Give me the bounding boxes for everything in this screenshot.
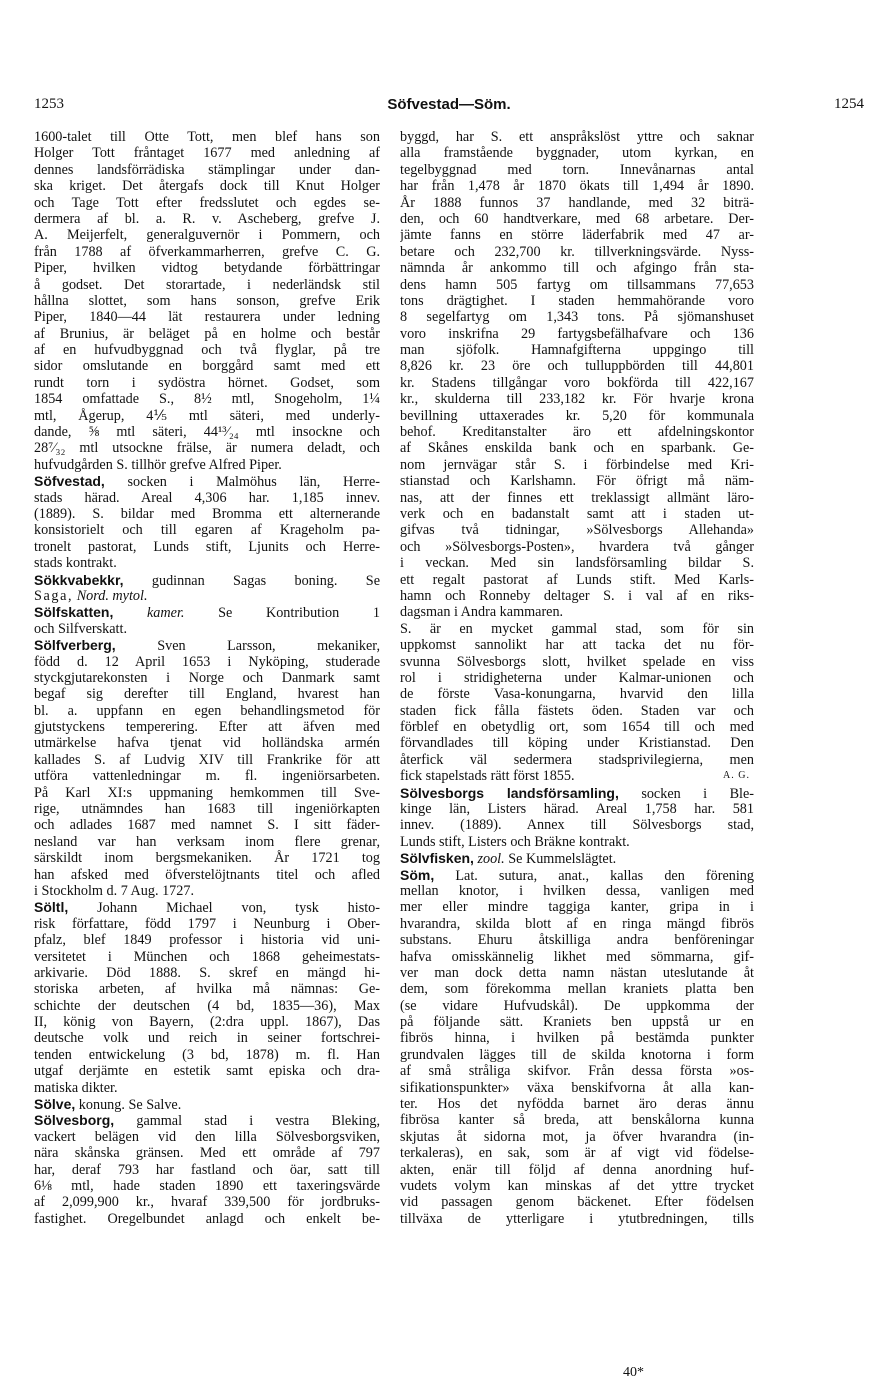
text-line bbox=[400, 129, 754, 145]
text-line bbox=[34, 1162, 380, 1178]
line-text: af en hufvudbyggnad och två flyglar, på tre bbox=[34, 342, 380, 359]
line-text: År 1888 funnos 37 handlande, med 32 biträ- bbox=[400, 194, 754, 211]
text-line bbox=[400, 785, 754, 801]
line-text: bevillning uttaxerades kr. 5,20 för kommunala bbox=[400, 407, 754, 424]
line-text: fibrös hinna, i hvilken på bestämda punkter bbox=[400, 1030, 754, 1047]
text-line bbox=[34, 965, 380, 981]
line-text: stads härad. Areal 4,306 har. 1,185 innev. bbox=[34, 489, 380, 506]
text-line bbox=[34, 883, 380, 899]
text-line bbox=[400, 850, 754, 866]
text-line bbox=[34, 539, 380, 555]
text-line bbox=[34, 621, 380, 637]
line-text: ver man dock detta namn nästan uteslutande åt bbox=[400, 964, 754, 981]
text-line bbox=[400, 244, 754, 260]
line-text: styckgjutarekonsten i Norge och Danmark samt bbox=[34, 669, 380, 686]
text-line bbox=[400, 342, 754, 358]
text-line bbox=[400, 326, 754, 342]
line-text: voro inskrifna 29 fartygsbefälhafvare och 136 bbox=[400, 325, 754, 342]
line-text: hufvudgården S. tillhör grefve Alfred Piper. bbox=[34, 456, 282, 473]
text-line bbox=[400, 522, 754, 538]
line-text: fastighet. Oregelbundet anlagd och enkelt be- bbox=[34, 1210, 380, 1227]
line-text: den, och 60 handtverkare, med 68 arbetare. Der- bbox=[400, 210, 754, 227]
line-text: svunna Sölvesborgs slott, hvilket spelade en viss bbox=[400, 653, 754, 670]
line-text: jämte fanns en större läderfabrik med 47 ar- bbox=[400, 227, 754, 244]
line-text: och Silfverskatt. bbox=[34, 620, 127, 637]
text-line bbox=[34, 735, 380, 751]
line-text: född d. 12 April 1653 i Nyköping, studerade bbox=[34, 653, 380, 670]
line-text: betare och 232,700 kr. tillverkningsvärde. Nyss- bbox=[400, 243, 754, 260]
line-text: förvandlades till köping under Kristianstad. Den bbox=[400, 735, 754, 752]
text-line bbox=[34, 195, 380, 211]
text-line bbox=[400, 899, 754, 915]
left-column bbox=[34, 129, 380, 1227]
line-text: man sjöfolk. Hamnafgifterna uppgingo till bbox=[400, 342, 754, 359]
text-line bbox=[34, 670, 380, 686]
text-line bbox=[34, 178, 380, 194]
line-text: Holger Tott fråntaget 1677 med anledning af bbox=[34, 145, 380, 162]
text-line bbox=[400, 440, 754, 456]
line-text: behof. Kreditanstalter äro ett afdelningskontor bbox=[400, 424, 754, 441]
text-line bbox=[400, 949, 754, 965]
text-line bbox=[400, 719, 754, 735]
text-line bbox=[34, 522, 380, 538]
line-text: Se Kummelslägtet. bbox=[504, 851, 617, 867]
text-line bbox=[34, 850, 380, 866]
line-text: nom jernvägar står S. i förbindelse med Kri- bbox=[400, 456, 754, 473]
line-text: stianstad och Karlshamn. För öfrigt må näm- bbox=[400, 473, 754, 490]
text-line bbox=[400, 145, 754, 161]
text-line bbox=[400, 686, 754, 702]
line-text: vackert belägen vid den lilla Sölvesborgsviken, bbox=[34, 1128, 380, 1145]
entry-headword: Sölvfisken, bbox=[400, 850, 474, 867]
line-text: 8 segelfartyg om 1,343 tons. På sjömanshuset bbox=[400, 309, 754, 326]
text-line bbox=[34, 604, 380, 620]
line-text: rol i stridigheterna under Kalmar-unionen och bbox=[400, 669, 754, 686]
line-text: särskildt inom bergsmekaniken. År 1721 tog bbox=[34, 850, 380, 867]
text-line bbox=[400, 604, 754, 620]
line-text: vudets volym kan minskas af det yttre trycket bbox=[400, 1178, 754, 1194]
text-line bbox=[400, 932, 754, 948]
line-text: hvarandra, skilda blott af en ringa mängd fibrös bbox=[400, 915, 754, 932]
text-line bbox=[400, 1211, 754, 1227]
text-line bbox=[34, 342, 380, 358]
text-line bbox=[34, 686, 380, 702]
entry-headword: Söm, bbox=[400, 866, 435, 883]
text-line bbox=[34, 408, 380, 424]
text-line bbox=[400, 457, 754, 473]
text-line bbox=[400, 867, 754, 883]
line-text: gifvas två tidningar, »Sölvesborgs Allehanda» bbox=[400, 522, 754, 539]
text-line bbox=[34, 506, 380, 522]
text-line bbox=[34, 1096, 380, 1112]
line-text: mellan knotor, i hvilken dessa, vanligen med bbox=[400, 882, 754, 899]
text-line bbox=[34, 1030, 380, 1046]
line-text: gjutstyckens temperering. Efter att äfven med bbox=[34, 719, 380, 736]
text-line bbox=[400, 1014, 754, 1030]
text-line bbox=[400, 1112, 754, 1128]
text-line bbox=[400, 637, 754, 653]
author-signature: A. G. bbox=[723, 770, 750, 782]
text-line bbox=[34, 719, 380, 735]
text-line bbox=[400, 965, 754, 981]
text-line bbox=[400, 227, 754, 243]
text-line bbox=[34, 129, 380, 145]
line-text: dem, som förekomma mellan kraniets platta ben bbox=[400, 981, 754, 998]
text-line bbox=[400, 178, 754, 194]
line-text: af små stråliga skifvor. Från dessa första »os- bbox=[400, 1063, 754, 1080]
text-line bbox=[34, 1063, 380, 1079]
line-text: nas, att der finnes ett treklassigt allmänt läro- bbox=[400, 489, 754, 506]
text-line bbox=[400, 408, 754, 424]
line-text: fibrösa kanter så breda, att benskålorna kunna bbox=[400, 1112, 754, 1129]
line-text: uppkomst sannolikt har att tacka det nu för- bbox=[400, 637, 754, 654]
line-text: utgaf derjämte en estetik samt episka och dra- bbox=[34, 1063, 380, 1080]
line-text: nära skånska gränsen. Med ett område af 797 bbox=[34, 1145, 380, 1162]
text-line bbox=[400, 670, 754, 686]
line-text: substans. Ehuru åtskilliga andra benföreningar bbox=[400, 932, 754, 949]
text-line bbox=[400, 539, 754, 555]
text-line bbox=[400, 588, 754, 604]
line-text: tillväxa de ytterligare i ytutbredningen, tills bbox=[400, 1210, 754, 1227]
line-text: tenden entwickelung (3 bd, 1878) m. fl. Han bbox=[34, 1046, 380, 1063]
text-line bbox=[400, 1096, 754, 1112]
line-text: nesland var han verksam inom flere grenar, bbox=[34, 833, 380, 850]
line-text: Sven Larsson, mekaniker, bbox=[115, 638, 380, 654]
line-text: utmärkelse hafva tjenat vid holländska armén bbox=[34, 735, 380, 752]
line-text: 1600-talet till Otte Tott, men blef hans son bbox=[34, 129, 380, 145]
text-line bbox=[400, 981, 754, 997]
line-text: II, könig von Bayern, (2:dra uppl. 1867), Das bbox=[34, 1014, 380, 1031]
line-text: å godset. Det storartade, i nederländsk stil bbox=[34, 276, 380, 293]
text-line bbox=[400, 162, 754, 178]
line-text: gammal stad i vestra Bleking, bbox=[114, 1113, 380, 1129]
line-text: sifikationspunkter» växa benskifvorna åt alla kan- bbox=[400, 1079, 754, 1096]
line-text: ska kriget. Det återgafs dock till Knut Holger bbox=[34, 178, 380, 195]
text-line bbox=[400, 735, 754, 751]
text-line bbox=[34, 817, 380, 833]
text-line bbox=[400, 1063, 754, 1079]
text-line bbox=[34, 899, 380, 915]
line-text: begaf sig derefter till England, hvarest han bbox=[34, 686, 380, 703]
line-text: i veckan. Med sin landsförsamling bildar S. bbox=[400, 555, 754, 572]
text-line bbox=[34, 375, 380, 391]
text-line bbox=[400, 998, 754, 1014]
text-line bbox=[400, 424, 754, 440]
line-text: konsistorielt och till egaren af Krageholm pa- bbox=[34, 522, 380, 539]
line-text: 8,826 kr. 23 öre och tulluppbörden till 44,801 bbox=[400, 358, 754, 375]
line-text: från 1788 af öfverkammarherren, grefve C. G. bbox=[34, 243, 380, 260]
text-line bbox=[34, 932, 380, 948]
line-text: (se vidare Hufvudskål). De uppkomma der bbox=[400, 997, 754, 1014]
line-text: ett regalt pastorat af Lunds stift. Med Karls- bbox=[400, 571, 754, 588]
line-text: 28⁷⁄₃₂ mtl utsockne frälse, är numera deladt, och bbox=[34, 440, 380, 457]
line-text: A. Meijerfelt, generalguvernör i Pommern, och bbox=[34, 227, 380, 244]
text-line bbox=[34, 227, 380, 243]
text-line bbox=[34, 588, 380, 604]
line-text: bl. a. uppfann en egen behandlingsmetod för bbox=[34, 702, 380, 719]
line-text: byggd, har S. ett anspråkslöst yttre och saknar bbox=[400, 129, 754, 145]
text-line bbox=[400, 309, 754, 325]
text-line bbox=[400, 358, 754, 374]
line-text: dande, ⅝ mtl säteri, 44¹³⁄₂₄ mtl insockne och bbox=[34, 424, 380, 441]
text-line bbox=[34, 785, 380, 801]
text-line bbox=[400, 1080, 754, 1096]
text-line bbox=[400, 293, 754, 309]
line-text: socken i Ble- bbox=[618, 785, 754, 802]
text-line bbox=[400, 1030, 754, 1046]
line-text: Johann Michael von, tysk histo- bbox=[68, 900, 380, 916]
text-line bbox=[400, 473, 754, 489]
text-line bbox=[34, 244, 380, 260]
text-line bbox=[400, 277, 754, 293]
line-text: och adlades 1687 med namnet S. I sitt fäder- bbox=[34, 817, 380, 834]
line-text: hafva omisskännelig likhet med sömmarna, gif- bbox=[400, 948, 754, 965]
cross-reference: Saga, bbox=[34, 587, 74, 604]
entry-headword: Sölve, bbox=[34, 1096, 76, 1113]
text-line bbox=[34, 1178, 380, 1194]
line-text: risk författare, född 1797 i Neunburg i Ober- bbox=[34, 915, 380, 932]
text-line bbox=[34, 1129, 380, 1145]
text-line bbox=[400, 817, 754, 833]
line-text: schichte der deutschen (4 bd, 1835—36), Max bbox=[34, 997, 380, 1014]
text-line bbox=[400, 211, 754, 227]
entry-headword: Söltl, bbox=[34, 899, 69, 916]
line-text: och Tage Tott efter fredsslutet och egdes se- bbox=[34, 194, 380, 211]
entry-headword: Söfvestad, bbox=[34, 473, 105, 490]
line-text: pfalz, blef 1849 professor i historia vid uni- bbox=[34, 932, 380, 949]
entry-headword: Sölvesborgs landsförsamling, bbox=[400, 784, 619, 801]
text-line bbox=[34, 949, 380, 965]
text-line bbox=[400, 1194, 754, 1210]
line-text: på följande sätt. Kraniets ben uppstå ur en bbox=[400, 1014, 754, 1031]
line-text: alla framstående byggnader, utom kyrkan, en bbox=[400, 145, 754, 162]
text-line bbox=[400, 490, 754, 506]
line-text: och »Sölvesborgs-Posten», hvardera två gånger bbox=[400, 538, 754, 555]
line-text: tronelt pastorat, Lunds stift, Ljunits och Herre- bbox=[34, 538, 380, 555]
text-line bbox=[34, 572, 380, 588]
line-text: hamn och Ronneby deltager S. i val af en riks- bbox=[400, 587, 754, 604]
entry-headword: Sölvesborg, bbox=[34, 1112, 115, 1129]
line-text: terkaleras), en sak, som är af vigt vid födelse- bbox=[400, 1145, 754, 1162]
line-text: dennes landsförrädiska stämplingar under dan- bbox=[34, 161, 380, 178]
entry-headword: Sökkvabekkr, bbox=[34, 571, 124, 588]
line-text: grundvalen lägges till de skilda knotorna i form bbox=[400, 1046, 754, 1063]
page-header bbox=[34, 96, 864, 118]
line-text: Se Kontribution 1 bbox=[184, 605, 380, 621]
line-text: konung. Se Salve. bbox=[75, 1097, 182, 1113]
right-column bbox=[400, 129, 754, 1227]
text-line bbox=[34, 457, 380, 473]
line-text: matiska dikter. bbox=[34, 1079, 118, 1096]
line-text: tons drägtighet. I staden hemmahörande voro bbox=[400, 292, 754, 309]
line-text: Piper, 1840—44 lät restaurera under ledning bbox=[34, 309, 380, 326]
line-text: han afsked med öfverstelöjtnants titel och afled bbox=[34, 866, 380, 883]
text-line bbox=[34, 998, 380, 1014]
line-text: förblef en obetydlig ort, som 1654 till och med bbox=[400, 719, 754, 736]
text-line bbox=[34, 326, 380, 342]
line-text: kr. Stadens tillgångar voro bokförda till 422,167 bbox=[400, 374, 754, 391]
line-text: versitetet i München och 1868 geheimestats- bbox=[34, 948, 380, 965]
text-line bbox=[34, 867, 380, 883]
line-text: skjutas åt sidorna mot, ja öfver hvarandra (in- bbox=[400, 1128, 754, 1145]
text-line bbox=[34, 752, 380, 768]
text-line bbox=[400, 195, 754, 211]
line-text: innev. (1889). Annex till Sölvesborgs stad, bbox=[400, 817, 754, 834]
page-number-left: 1253 bbox=[34, 96, 64, 112]
text-line bbox=[34, 473, 380, 489]
text-line bbox=[34, 293, 380, 309]
line-text: mtl, Ågerup, 4⅕ mtl säteri, med underly- bbox=[34, 407, 380, 424]
text-line bbox=[34, 1014, 380, 1030]
line-text: dens hamn 505 fartyg om tillsammans 77,653 bbox=[400, 276, 754, 293]
text-line bbox=[34, 654, 380, 670]
text-line bbox=[34, 703, 380, 719]
text-line bbox=[34, 211, 380, 227]
text-line bbox=[34, 162, 380, 178]
text-line bbox=[34, 358, 380, 374]
line-text: Lunds stift, Listers och Bräkne kontrakt. bbox=[400, 833, 630, 850]
text-line bbox=[34, 1145, 380, 1161]
line-text: i Stockholm d. 7 Aug. 1727. bbox=[34, 882, 195, 899]
italic-label: kamer. bbox=[113, 605, 185, 621]
italic-label: zool. bbox=[473, 851, 505, 867]
text-line bbox=[400, 654, 754, 670]
line-text: På Karl XI:s uppmaning hemkommen till Sve- bbox=[34, 784, 380, 801]
text-line bbox=[400, 1145, 754, 1161]
line-text: akten, enär till följd af denna anordning huf- bbox=[400, 1161, 754, 1178]
line-text: fick stapelstads rätt först 1855. bbox=[400, 768, 575, 785]
text-line bbox=[34, 1080, 380, 1096]
text-line bbox=[34, 309, 380, 325]
text-line bbox=[34, 424, 380, 440]
text-line bbox=[400, 1162, 754, 1178]
page-title: Söfvestad—Söm. bbox=[387, 96, 511, 113]
text-line bbox=[34, 260, 380, 276]
line-text: återfick väl sedermera stadsprivilegierna, men bbox=[400, 751, 754, 768]
text-line bbox=[400, 916, 754, 932]
line-text: vid passagen genom bäckenet. Efter födelsen bbox=[400, 1194, 754, 1211]
line-text: deutsche volk und reich in seiner fortschrei- bbox=[34, 1030, 380, 1047]
text-line bbox=[400, 768, 754, 784]
line-text: utföra vattenledningar m. fl. ingeniörsarbeten. bbox=[34, 768, 380, 785]
line-text: af Brunius, är beläget på en holme och består bbox=[34, 325, 380, 342]
text-line bbox=[400, 621, 754, 637]
text-line bbox=[400, 506, 754, 522]
text-line bbox=[34, 145, 380, 161]
line-text: mer eller mindre taggiga kanter, gripa in i bbox=[400, 899, 754, 916]
line-text: rige, utnämndes han 1683 till ingeniörkapten bbox=[34, 801, 380, 818]
text-line bbox=[34, 1047, 380, 1063]
text-line bbox=[34, 277, 380, 293]
line-text: S. är en mycket gammal stad, som för sin bbox=[400, 620, 754, 637]
line-text: af 2,099,900 kr., hvaraf 339,500 för jordbruks- bbox=[34, 1194, 380, 1211]
line-text: staden fick fålla fästets öden. Staden var och bbox=[400, 702, 754, 719]
line-text: (1889). S. bildar med Bromma ett alternerande bbox=[34, 505, 380, 522]
text-line bbox=[400, 1047, 754, 1063]
text-line bbox=[34, 391, 380, 407]
line-text: kr., skulderna till 233,182 kr. För hvarje krona bbox=[400, 391, 754, 408]
line-text: storiska arbeten, af hvilka må nämnas: Ge- bbox=[34, 981, 380, 998]
text-line bbox=[34, 490, 380, 506]
line-text: dermera af bl. a. R. v. Ascheberg, grefve J. bbox=[34, 210, 380, 227]
text-line bbox=[34, 555, 380, 571]
text-line bbox=[400, 572, 754, 588]
text-line bbox=[34, 768, 380, 784]
line-text: dagsman i Andra kammaren. bbox=[400, 604, 564, 621]
text-line bbox=[34, 916, 380, 932]
italic-label: Nord. mytol. bbox=[73, 587, 148, 604]
line-text: arkivarie. Död 1888. S. skref en mängd hi- bbox=[34, 964, 380, 981]
text-line bbox=[34, 834, 380, 850]
line-text: 6⅛ mtl, hade staden 1890 ett taxeringsvärde bbox=[34, 1178, 380, 1194]
text-line bbox=[400, 1178, 754, 1194]
text-line bbox=[34, 1112, 380, 1128]
line-text: Piper, hvilken vidtog betydande förbättringar bbox=[34, 260, 380, 277]
text-line bbox=[400, 834, 754, 850]
text-line bbox=[400, 260, 754, 276]
text-line bbox=[400, 391, 754, 407]
text-line bbox=[400, 555, 754, 571]
text-line bbox=[400, 801, 754, 817]
text-line bbox=[400, 752, 754, 768]
line-text: stads kontrakt. bbox=[34, 555, 117, 572]
text-line bbox=[34, 440, 380, 456]
text-line bbox=[400, 375, 754, 391]
line-text: ter. Hos det nyfödda barnet äro deras ännu bbox=[400, 1096, 754, 1113]
text-line bbox=[34, 637, 380, 653]
line-text: gudinnan Sagas boning. Se bbox=[123, 572, 380, 588]
text-line bbox=[34, 1211, 380, 1227]
line-text: nämnda år ankommo till och afgingo från sta- bbox=[400, 260, 754, 277]
line-text: sidor omslutande en borggård samt med ett bbox=[34, 358, 380, 375]
text-line bbox=[34, 801, 380, 817]
line-text: tegelbyggnad med torn. Innevånarnas antal bbox=[400, 161, 754, 178]
page-number-right: 1254 bbox=[834, 96, 864, 112]
signature-mark: 40* bbox=[623, 1365, 644, 1380]
entry-headword: Sölfskatten, bbox=[34, 604, 114, 621]
line-text: af Skånes enskilda bank och en sparbank. Ge- bbox=[400, 440, 754, 457]
line-text: kinge län, Listers härad. Areal 1,758 har. 581 bbox=[400, 801, 754, 818]
line-text: socken i Malmöhus län, Herre- bbox=[104, 474, 380, 490]
line-text: rundt torn i sydöstra hörnet. Godset, som bbox=[34, 374, 380, 391]
line-text: 1854 omfattade S., 8½ mtl, Snogeholm, 1¼ bbox=[34, 391, 380, 408]
line-text: verk och en badanstalt samt att i staden ut- bbox=[400, 505, 754, 522]
line-text: Lat. sutura, anat., kallas den förening bbox=[434, 867, 754, 883]
line-text: har, deraf 793 har fastland och öar, satt till bbox=[34, 1161, 380, 1178]
line-text: hållna slottet, som hans sonson, grefve Erik bbox=[34, 292, 380, 309]
text-line bbox=[400, 1129, 754, 1145]
text-line bbox=[34, 981, 380, 997]
entry-headword: Sölfverberg, bbox=[34, 637, 116, 654]
text-line bbox=[400, 883, 754, 899]
text-line bbox=[34, 1194, 380, 1210]
line-text: kallades S. af Ludvig XIV till Frankrike för att bbox=[34, 751, 380, 768]
text-line bbox=[400, 703, 754, 719]
line-text: de förste Vasa-konungarna, hvarvid den lilla bbox=[400, 686, 754, 703]
line-text: har från 1,478 år 1870 ökats till 1,494 år 1890. bbox=[400, 178, 754, 195]
